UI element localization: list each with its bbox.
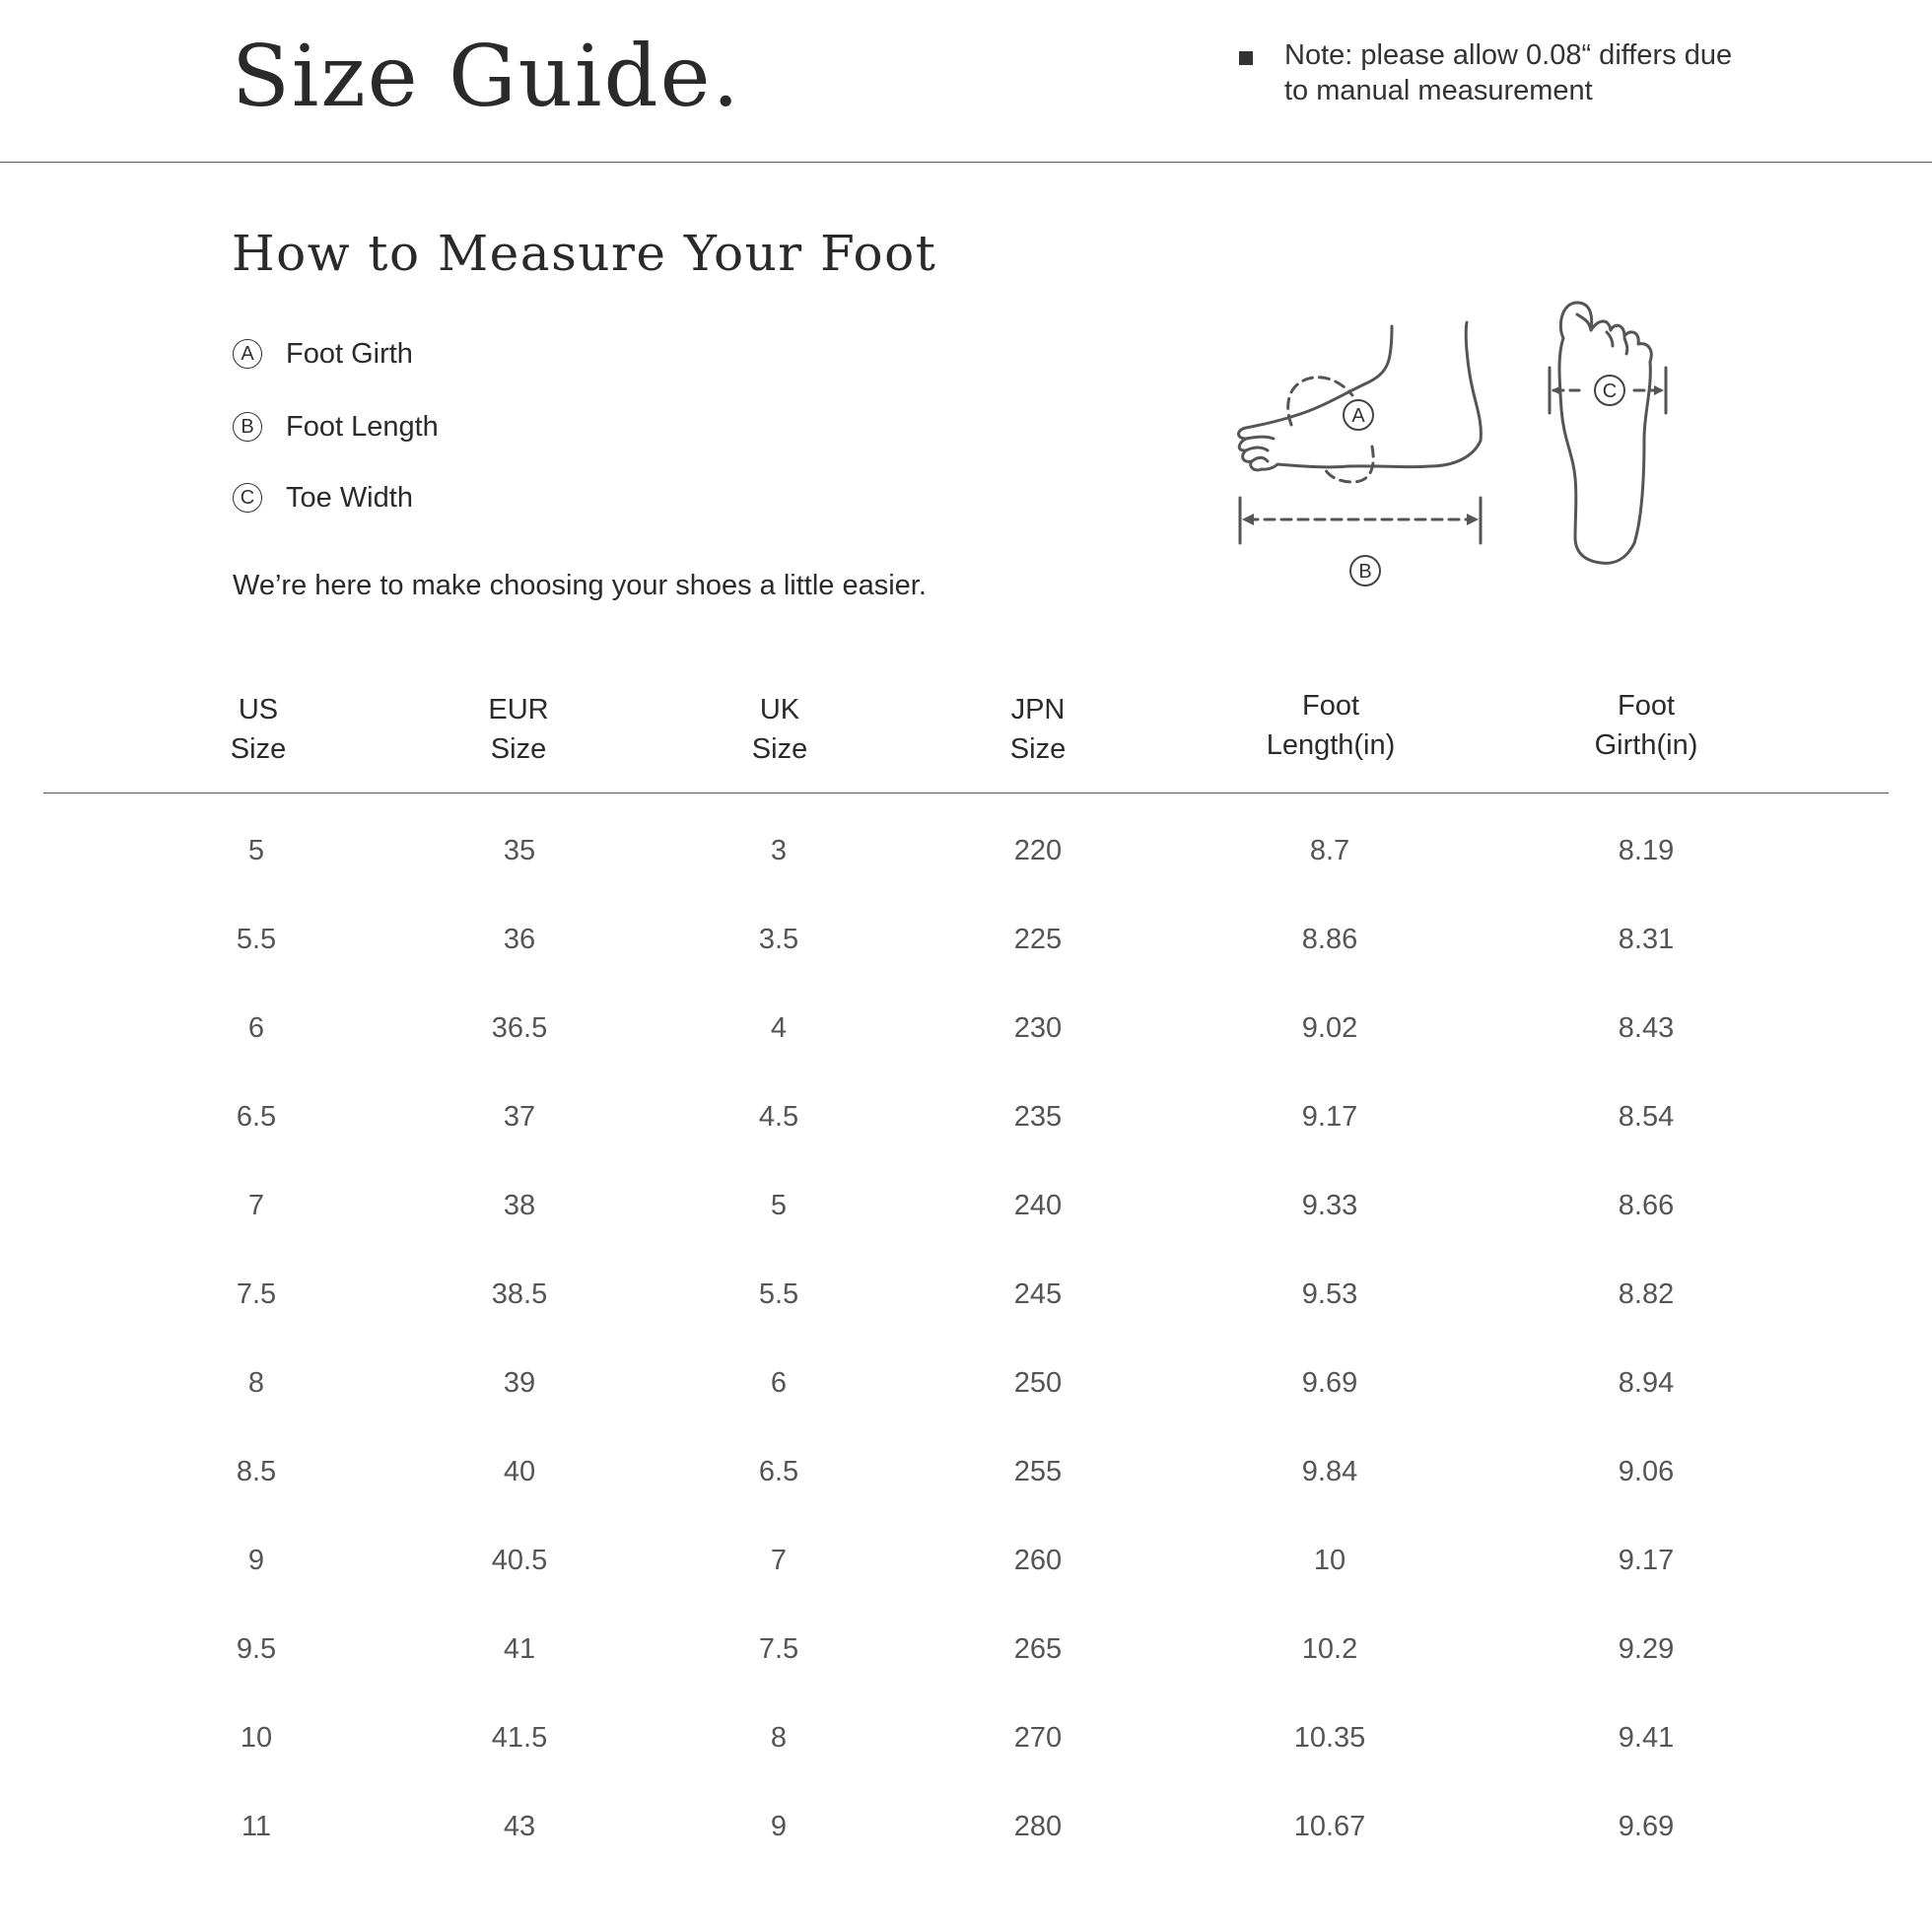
cell-foot-girth: 9.17	[1618, 1545, 1675, 1576]
cell-eur-size: 41	[503, 1633, 536, 1665]
cell-foot-girth: 8.31	[1618, 924, 1675, 955]
legend-item-foot-length	[233, 407, 439, 447]
length-right-arrowhead	[1467, 514, 1479, 525]
cell-foot-length: 9.84	[1301, 1456, 1358, 1487]
cell-us-size: 6.5	[236, 1101, 277, 1133]
cell-eur-size: 38	[503, 1190, 536, 1221]
cell-eur-size: 40.5	[491, 1545, 548, 1576]
legend-label: Toe Width	[286, 481, 413, 514]
header-jpn-size: JPN Size	[1009, 694, 1067, 765]
header-foot-girth: Foot Girth(in)	[1594, 690, 1698, 761]
cell-jpn-size: 260	[1013, 1545, 1063, 1576]
cell-foot-length: 9.69	[1301, 1367, 1358, 1399]
cell-foot-girth: 8.43	[1618, 1012, 1675, 1044]
cell-uk-size: 5	[770, 1190, 788, 1221]
length-left-arrowhead	[1242, 514, 1254, 525]
cell-foot-girth: 8.54	[1618, 1101, 1675, 1133]
sole-outline	[1559, 303, 1651, 563]
table-row	[0, 895, 1932, 984]
width-right-arrowhead	[1654, 385, 1664, 395]
cell-foot-length: 9.02	[1301, 1012, 1358, 1044]
table-row	[0, 1161, 1932, 1250]
cell-jpn-size: 245	[1013, 1278, 1063, 1310]
note-bullet-icon	[1239, 51, 1253, 65]
cell-foot-girth: 8.66	[1618, 1190, 1675, 1221]
table-row	[0, 1693, 1932, 1782]
circle-c-icon: C	[233, 483, 262, 513]
cell-us-size: 9	[247, 1545, 265, 1576]
measure-section-title: How to Measure Your Foot	[232, 225, 937, 282]
cell-foot-length: 10.67	[1293, 1811, 1366, 1842]
header-eur-size: EUR Size	[488, 694, 549, 765]
cell-foot-girth: 9.06	[1618, 1456, 1675, 1487]
cell-foot-length: 8.7	[1309, 835, 1350, 866]
legend-label: Foot Length	[286, 410, 439, 443]
cell-jpn-size: 220	[1013, 835, 1063, 866]
cell-eur-size: 36.5	[491, 1012, 548, 1044]
cell-us-size: 11	[241, 1811, 272, 1842]
diagram-label-c: C	[1602, 380, 1618, 402]
cell-foot-girth: 9.41	[1618, 1722, 1675, 1754]
cell-foot-girth: 8.82	[1618, 1278, 1675, 1310]
cell-foot-girth: 8.94	[1618, 1367, 1675, 1399]
cell-uk-size: 6	[770, 1367, 788, 1399]
cell-jpn-size: 250	[1013, 1367, 1063, 1399]
cell-uk-size: 3.5	[758, 924, 799, 955]
table-row	[0, 1605, 1932, 1693]
cell-eur-size: 35	[503, 835, 536, 866]
cell-uk-size: 3	[770, 835, 788, 866]
cell-eur-size: 39	[503, 1367, 536, 1399]
cell-foot-length: 9.33	[1301, 1190, 1358, 1221]
toe-lines	[1246, 437, 1274, 461]
header-us-size: US Size	[230, 694, 287, 765]
cell-uk-size: 5.5	[758, 1278, 799, 1310]
circle-b-icon: B	[233, 412, 262, 442]
table-row	[0, 1516, 1932, 1605]
cell-jpn-size: 255	[1013, 1456, 1063, 1487]
cell-jpn-size: 235	[1013, 1101, 1063, 1133]
cell-jpn-size: 270	[1013, 1722, 1063, 1754]
cell-eur-size: 36	[503, 924, 536, 955]
cell-foot-girth: 8.19	[1618, 835, 1675, 866]
cell-us-size: 8	[247, 1367, 265, 1399]
cell-us-size: 8.5	[236, 1456, 277, 1487]
cell-foot-girth: 9.69	[1618, 1811, 1675, 1842]
cell-us-size: 10	[240, 1722, 273, 1754]
legend-label: Foot Girth	[286, 337, 413, 370]
cell-uk-size: 8	[770, 1722, 788, 1754]
header-foot-length: Foot Length(in)	[1266, 690, 1396, 761]
cell-uk-size: 6.5	[758, 1456, 799, 1487]
cell-foot-length: 9.53	[1301, 1278, 1358, 1310]
cell-eur-size: 37	[503, 1101, 536, 1133]
table-header-divider	[43, 793, 1889, 794]
cell-foot-length: 9.17	[1301, 1101, 1358, 1133]
table-row	[0, 1072, 1932, 1161]
cell-eur-size: 43	[503, 1811, 536, 1842]
table-row	[0, 984, 1932, 1072]
width-left-arrowhead	[1552, 385, 1561, 395]
measurement-note: Note: please allow 0.08“ differs due to manual measurement	[1284, 39, 1733, 106]
cell-foot-length: 10	[1313, 1545, 1346, 1576]
cell-us-size: 5	[247, 835, 265, 866]
header-divider	[0, 162, 1932, 163]
foot-measurement-diagram	[1222, 291, 1676, 606]
cell-us-size: 5.5	[236, 924, 277, 955]
cell-jpn-size: 230	[1013, 1012, 1063, 1044]
cell-uk-size: 7.5	[758, 1633, 799, 1665]
table-row	[0, 1339, 1932, 1427]
page-title: Size Guide.	[232, 28, 741, 126]
tagline: We’re here to make choosing your shoes a little easier.	[233, 570, 927, 601]
cell-us-size: 9.5	[236, 1633, 277, 1665]
cell-foot-length: 10.35	[1293, 1722, 1366, 1754]
legend-item-toe-width	[233, 478, 413, 518]
cell-foot-length: 10.2	[1301, 1633, 1358, 1665]
cell-jpn-size: 265	[1013, 1633, 1063, 1665]
diagram-label-b: B	[1358, 561, 1372, 583]
header-uk-size: UK Size	[751, 694, 808, 765]
table-row	[0, 1782, 1932, 1871]
legend-item-foot-girth	[233, 334, 413, 374]
table-row	[0, 1427, 1932, 1516]
cell-eur-size: 40	[503, 1456, 536, 1487]
side-foot-outline	[1239, 322, 1482, 470]
cell-us-size: 7	[247, 1190, 265, 1221]
cell-uk-size: 4.5	[758, 1101, 799, 1133]
cell-jpn-size: 225	[1013, 924, 1063, 955]
cell-us-size: 7.5	[236, 1278, 277, 1310]
cell-eur-size: 38.5	[491, 1278, 548, 1310]
cell-jpn-size: 280	[1013, 1811, 1063, 1842]
table-row	[0, 806, 1932, 895]
circle-a-icon: A	[233, 339, 262, 369]
table-row	[0, 1250, 1932, 1339]
cell-uk-size: 7	[770, 1545, 788, 1576]
cell-jpn-size: 240	[1013, 1190, 1063, 1221]
cell-eur-size: 41.5	[491, 1722, 548, 1754]
cell-uk-size: 4	[770, 1012, 788, 1044]
cell-foot-girth: 9.29	[1618, 1633, 1675, 1665]
cell-us-size: 6	[247, 1012, 265, 1044]
cell-uk-size: 9	[770, 1811, 788, 1842]
cell-foot-length: 8.86	[1301, 924, 1358, 955]
diagram-label-a: A	[1351, 405, 1365, 427]
